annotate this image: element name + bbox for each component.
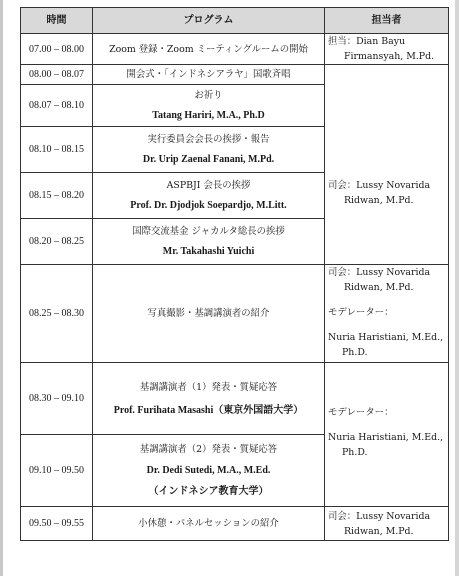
program-text: 開会式・「インドネシアラヤ」国歌斉唱 (126, 69, 291, 80)
program-cell (93, 173, 325, 219)
spacer (328, 295, 448, 305)
speaker-name: Prof. Dr. Djodjok Soepardjo, M.Litt. (130, 200, 287, 211)
header-row (21, 8, 449, 34)
program-cell (93, 219, 325, 265)
speaker-name: Mr. Takahashi Yuichi (162, 246, 255, 257)
header-program: プログラム (93, 8, 325, 34)
scrollbar[interactable] (455, 0, 459, 576)
program-text: 写真撮影・基調講演者の紹介 (147, 308, 270, 319)
spacer (328, 420, 448, 430)
program-text: お祈り (194, 90, 223, 101)
spacer (328, 320, 448, 330)
pic-cell (325, 34, 449, 65)
table-row (21, 363, 449, 435)
program-cell (93, 435, 325, 507)
pic-cell-merged (325, 65, 449, 265)
program-cell (93, 363, 325, 435)
program-cell (93, 65, 325, 85)
program-text: Zoom 登録・Zoom ミーティングルームの開始 (109, 43, 308, 55)
time-cell: 09.50 – 09.55 (21, 507, 93, 541)
speaker-name: Tatang Hariri, M.A., Ph.D (152, 110, 265, 121)
pic-text: 司会：Lussy Novarida (328, 510, 431, 522)
pic-text: Ridwan, M.Pd. (344, 525, 414, 537)
program-text: 国際交流基金 ジャカルタ総長の挨拶 (132, 226, 285, 237)
time-cell: 09.10 – 09.50 (21, 435, 93, 507)
left-border (0, 0, 3, 576)
program-cell (93, 127, 325, 173)
pic-cell (325, 265, 449, 363)
table-row (21, 507, 449, 541)
program-text: 基調講演者（2）発表・質疑応答 (139, 444, 278, 455)
time-cell: 08.15 – 08.20 (21, 173, 93, 219)
speaker-name: Dr. Dedi Sutedi, M.A., M.Ed. (146, 465, 271, 476)
speaker-name: Dr. Urip Zaenal Fanani, M.Pd. (142, 154, 275, 165)
time-cell: 08.10 – 08.15 (21, 127, 93, 173)
pic-text: Ridwan, M.Pd. (344, 282, 414, 293)
program-text: 実行委員会会長の挨拶・報告 (147, 134, 270, 145)
time-cell: 08.30 – 09.10 (21, 363, 93, 435)
header-pic: 担当者 (325, 8, 449, 34)
header-time: 時間 (21, 8, 93, 34)
pic-cell-merged (325, 363, 449, 507)
pic-text: モデレーター： (328, 407, 394, 418)
pic-cell (325, 507, 449, 541)
time-cell: 08.00 – 08.07 (21, 65, 93, 85)
pic-text: Ph.D. (342, 347, 368, 358)
pic-text: 担当：Dian Bayu (328, 36, 406, 47)
program-text: ASPBJI 会長の挨拶 (166, 180, 251, 191)
table-row (21, 65, 449, 85)
program-text: 基調講演者（1）発表・質疑応答 (139, 381, 278, 393)
time-cell: 07.00 – 08.00 (21, 34, 93, 65)
speaker-name: Prof. Furihata Masashi（東京外国語大学） (113, 404, 304, 416)
pic-text: 司会：Lussy Novarida (328, 267, 431, 278)
program-text: 小休憩・パネルセッションの紹介 (138, 518, 279, 529)
program-cell (93, 34, 325, 65)
pic-text: Firmansyah, M.Pd. (344, 51, 435, 62)
program-cell (93, 85, 325, 127)
time-cell: 08.25 – 08.30 (21, 265, 93, 363)
table-row (21, 265, 449, 363)
pic-text: 司会：Lussy Novarida (328, 180, 431, 191)
schedule-table (20, 7, 449, 541)
time-cell: 08.07 – 08.10 (21, 85, 93, 127)
table-row (21, 34, 449, 65)
speaker-affiliation: （インドネシア教育大学） (148, 486, 269, 497)
program-cell (93, 265, 325, 363)
time-cell: 08.20 – 08.25 (21, 219, 93, 265)
pic-text: Nuria Haristiani, M.Ed., (328, 432, 444, 443)
program-cell (93, 507, 325, 541)
pic-text: Ridwan, M.Pd. (344, 195, 414, 206)
pic-text: Nuria Haristiani, M.Ed., (328, 332, 444, 343)
pic-text: モデレーター： (328, 307, 394, 318)
pic-text: Ph.D. (342, 447, 368, 458)
